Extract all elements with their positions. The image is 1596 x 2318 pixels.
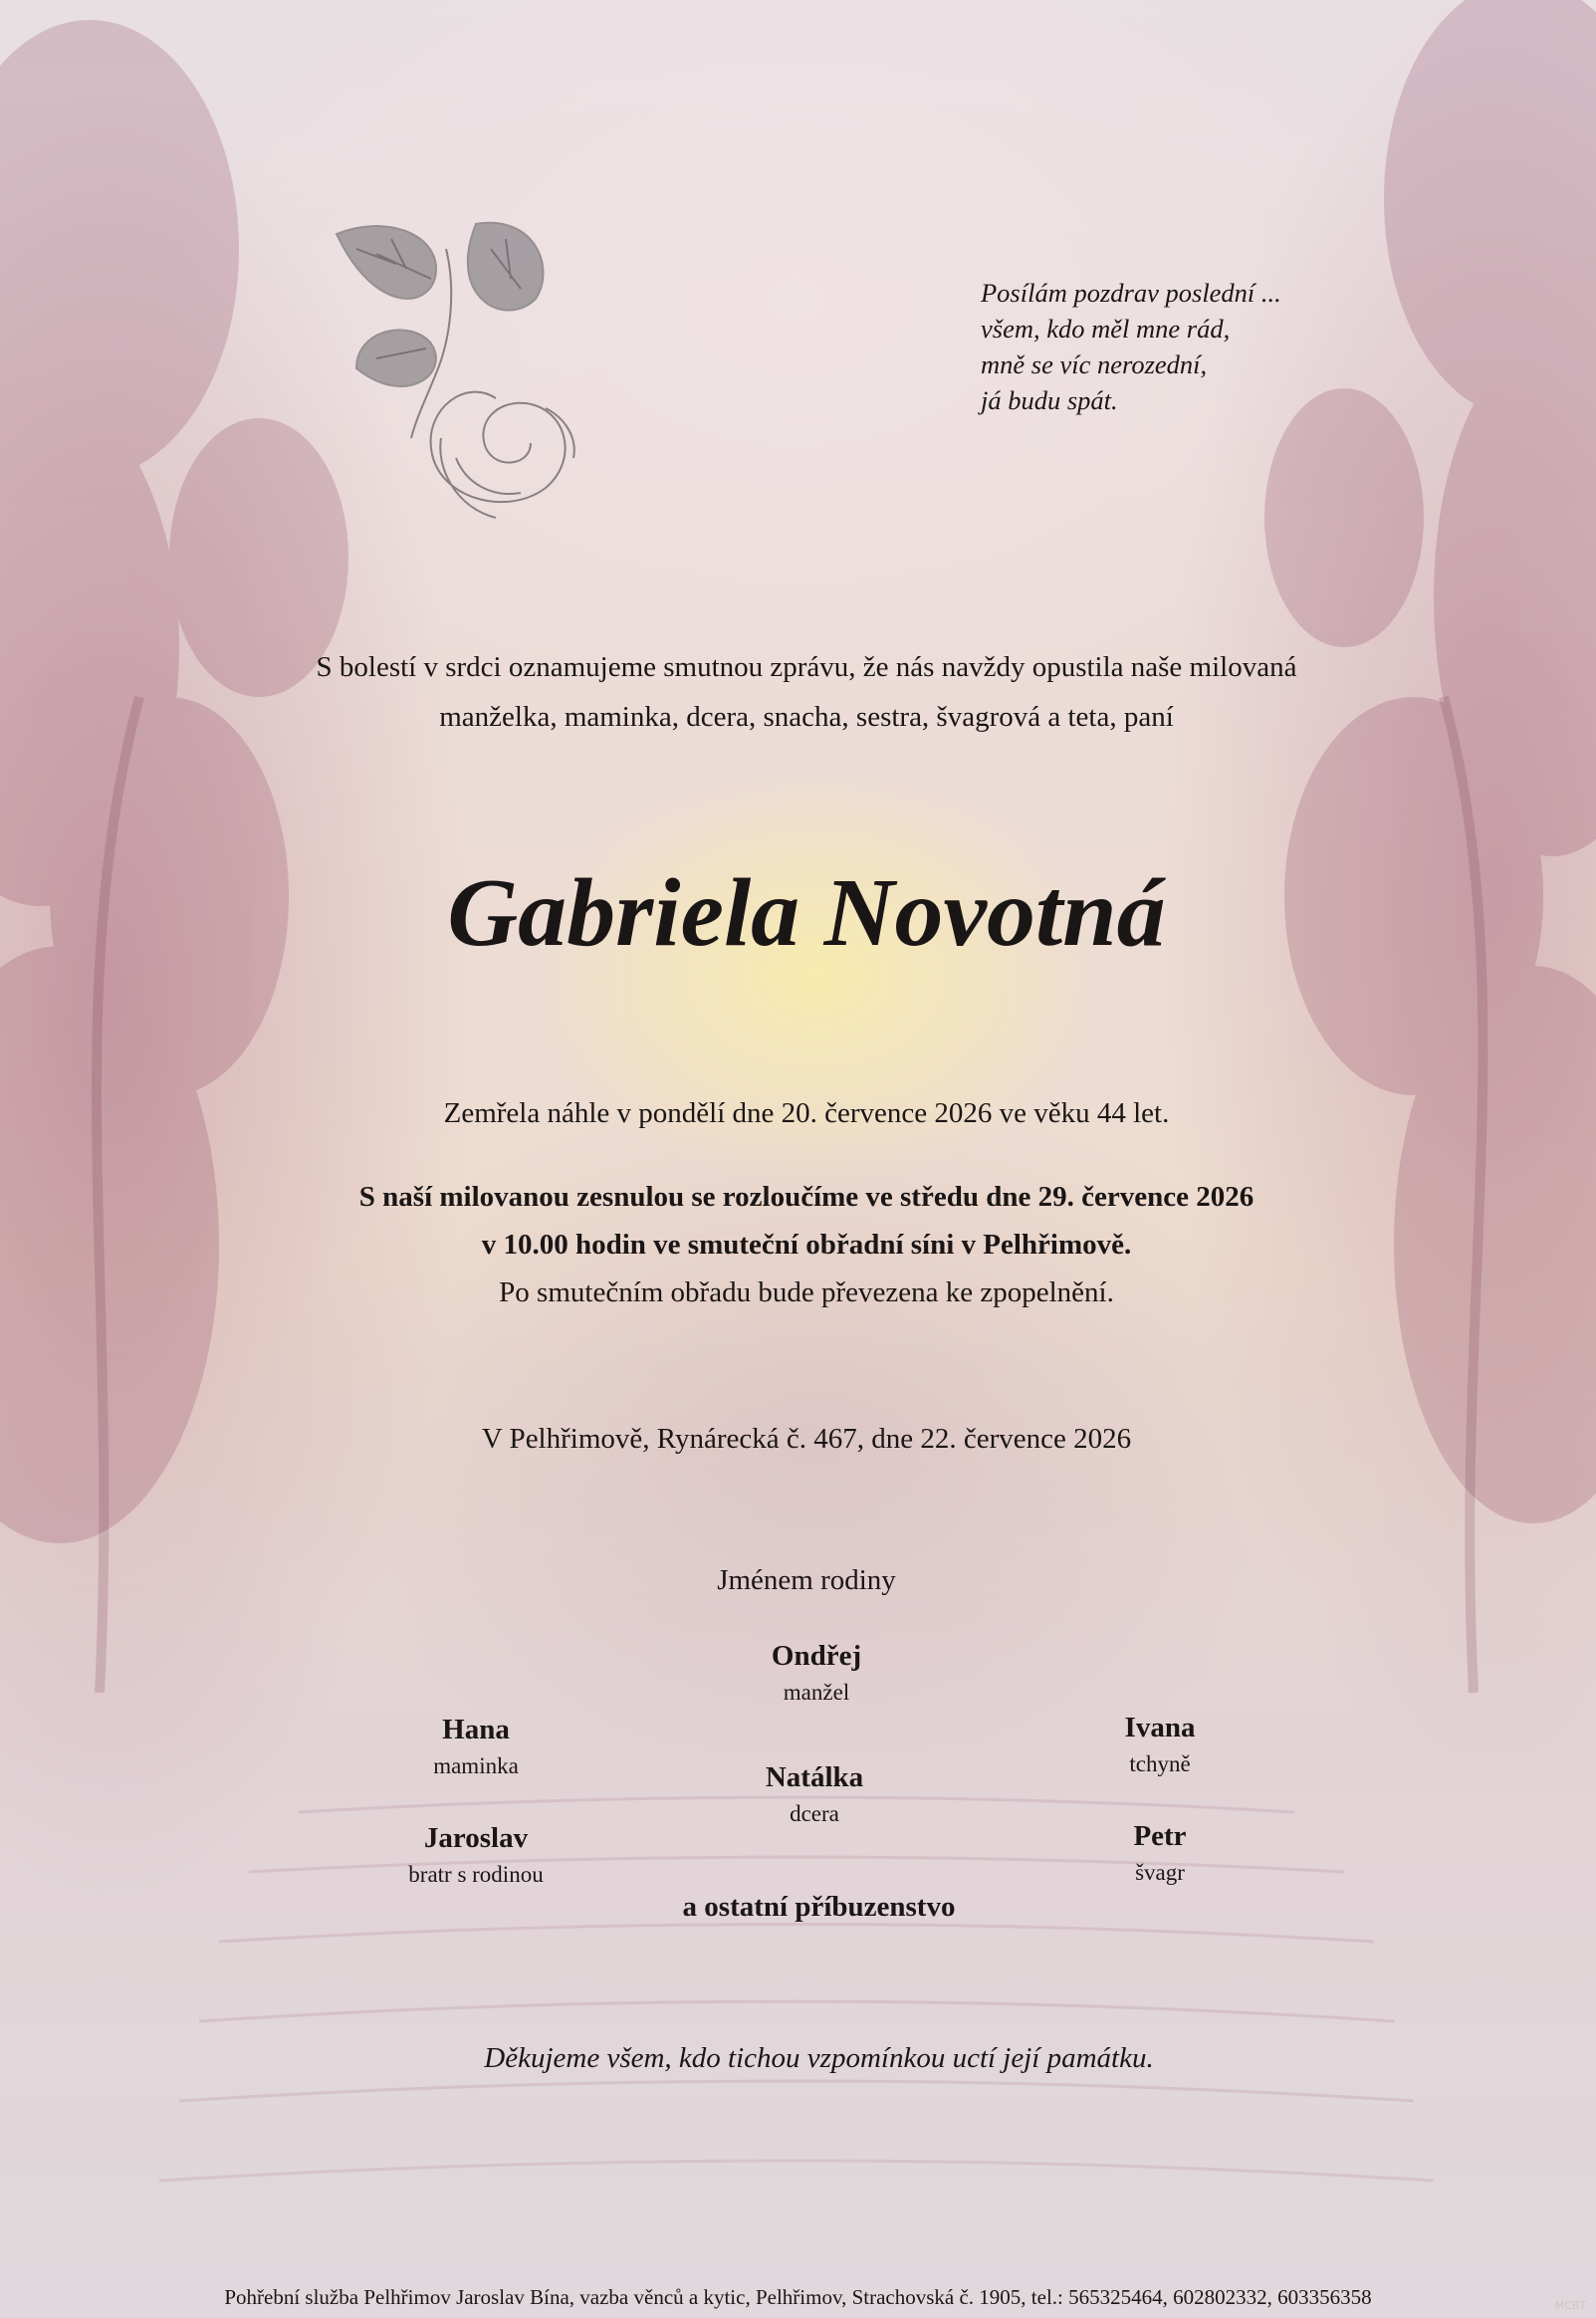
member-name: Ondřej (771, 1640, 862, 1672)
family-member (657, 1638, 976, 1708)
member-relation: dcera (790, 1801, 839, 1826)
announcement (100, 642, 1513, 742)
family-label: Jménem rodiny (717, 1564, 896, 1596)
member-name: Jaroslav (423, 1822, 529, 1854)
member-relation: manžel (783, 1680, 850, 1705)
deceased-name: Gabriela Novotná (447, 859, 1166, 967)
family-member (317, 1712, 635, 1781)
death-info: Zemřela náhle v pondělí dne 20. července 2026 ve věku 44 let. (443, 1097, 1170, 1129)
announcement-line: manželka, maminka, dcera, snacha, sestra, švagrová a teta, paní (439, 701, 1174, 733)
member-name: Natálka (765, 1761, 864, 1793)
poem-line: mně se víc nerozední, (981, 349, 1208, 379)
ceremony-info (100, 1173, 1513, 1316)
member-name: Ivana (1124, 1712, 1196, 1743)
member-name: Petr (1133, 1820, 1187, 1852)
poem-line: já budu spát. (981, 385, 1118, 415)
member-relation: tchyně (1129, 1751, 1191, 1776)
announcement-line: S bolestí v srdci oznamujeme smutnou zprávu, že nás navždy opustila naše milovaná (316, 651, 1297, 683)
member-relation: maminka (433, 1753, 519, 1778)
member-relation: bratr s rodinou (408, 1862, 544, 1887)
family-member (655, 1759, 974, 1829)
funeral-service-footer: Pohřební služba Pelhřimov Jaroslav Bína, vazba věnců a kytic, Pelhřimov, Strachovská č. 1905, tel.: 565325464, 602802332, 603356358 (224, 2285, 1372, 2309)
family-member (1001, 1710, 1319, 1779)
family-member (1001, 1818, 1319, 1888)
member-relation: švagr (1135, 1860, 1185, 1885)
family-member (317, 1820, 635, 1890)
other-relatives: a ostatní příbuzenstvo (682, 1891, 956, 1923)
poem (981, 275, 1281, 418)
poem-line: všem, kdo měl mne rád, (981, 314, 1231, 344)
member-name: Hana (442, 1714, 510, 1745)
thanks-note: Děkujeme všem, kdo tichou vzpomínkou uctí její památku. (484, 2042, 1154, 2074)
cremation-note: Po smutečním obřadu bude převezena ke zpopelnění. (499, 1276, 1114, 1308)
ceremony-place: v 10.00 hodin ve smuteční obřadní síni v Pelhřimově. (481, 1229, 1132, 1261)
corner-mark: MCBT (1554, 2299, 1586, 2312)
rose-icon (317, 209, 605, 548)
ceremony-date: S naší milovanou zesnulou se rozloučíme ve středu dne 29. července 2026 (358, 1181, 1254, 1213)
poem-line: Posílám pozdrav poslední ... (981, 278, 1281, 308)
place-date: V Pelhřimově, Rynárecká č. 467, dne 22. července 2026 (481, 1423, 1132, 1455)
